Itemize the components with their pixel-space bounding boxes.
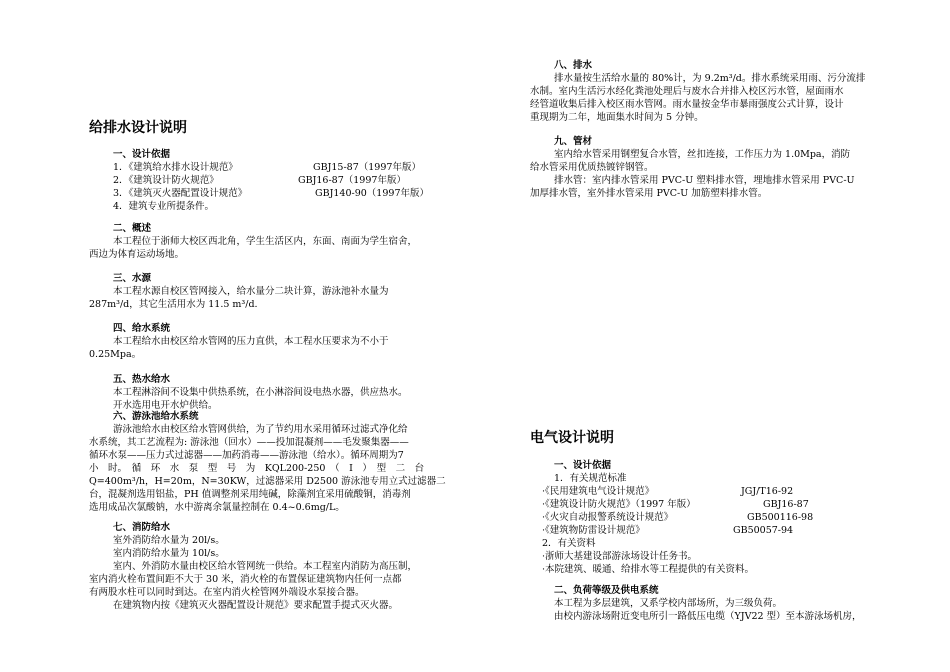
list-item: 2．《建筑设计防火规范》 GBJ16-87（1997年版） <box>113 175 406 186</box>
list-item: ·浙师大基建设部游泳场设计任务书。 <box>542 551 698 562</box>
section-heading: 六、游泳池给水系统 <box>113 411 199 422</box>
section-heading: 一、设计依据 <box>113 149 171 160</box>
paragraph-line: 经管道收集后排入校区雨水管网。雨水量按金华市暴雨强度公式计算，设计 <box>530 99 844 110</box>
list-item: 1．《建筑给水排水设计规范》 GBJ15-87（1997年版） <box>113 162 421 173</box>
section-pipe-materials <box>530 135 895 200</box>
list-item: ·《建筑设计防火规范》（1997 年版） GBJ16-87 <box>542 499 809 510</box>
paragraph-line: 选用成品次氯酸钠，水中游离余氯量控制在 0.4~0.6mg/L。 <box>89 502 345 513</box>
sub-heading: 1．有关规范标准 <box>554 473 627 484</box>
paragraph-line: 水系统，其工艺流程为: 游泳池（回水）——投加混凝剂——毛发聚集器—— <box>89 437 409 448</box>
sub-heading: 2．有关资料 <box>542 538 596 549</box>
section-fire-water <box>89 521 461 612</box>
paragraph-line: 西边为体育运动场地。 <box>89 249 185 260</box>
list-item: 3．《建筑灭火器配置设计规范》 GBJ140-90（1997年版） <box>113 188 429 199</box>
paragraph-line: 重现期为二年，地面集水时间为 5 分钟。 <box>530 112 704 123</box>
paragraph-line: 本工程为多层建筑，又系学校内部场所，为三级负荷。 <box>554 598 783 609</box>
section-electrical-basis <box>530 459 895 576</box>
list-item: ·《火灾自动报警系统设计规范》 GB500116-98 <box>542 512 814 523</box>
paragraph-line: 排水管：室内排水管采用 PVC-U 塑料排水管，埋地排水管采用 PVC-U <box>554 175 855 186</box>
paragraph-line: 本工程位于浙师大校区西北角，学生生活区内，东面、南面为学生宿舍， <box>113 236 418 247</box>
paragraph-line: 287m³/d，其它生活用水为 11.5 m³/d. <box>89 299 258 310</box>
paragraph-line: 室内给水管采用钢塑复合水管，丝扣连接，工作压力为 1.0Mpa，消防 <box>554 149 851 160</box>
paragraph-line: 水制。室内生活污水经化粪池处理后与废水合并排入校区污水管，屋面雨水 <box>530 86 844 97</box>
paragraph-line: 给水管采用优质热镀锌钢管。 <box>530 162 654 173</box>
section-heading: 二、负荷等级及供电系统 <box>554 585 659 596</box>
section-heading: 三、水源 <box>113 273 152 284</box>
section-water-supply <box>89 322 461 361</box>
electrical-design-title: 电气设计说明 <box>530 430 614 446</box>
paragraph-line: 在建筑物内按《建筑灭火器配置设计规范》要求配置手提式灭火器。 <box>113 600 399 611</box>
paragraph-line: 台，混凝剂选用铝盐，PH 值调整剂采用纯碱，除藻剂宜采用硫酸铜，消毒剂 <box>89 489 411 500</box>
section-heading: 九、管材 <box>554 136 593 147</box>
list-item: ·《建筑物防雷设计规范》 GB50057-94 <box>542 525 794 536</box>
paragraph-line: 循环水泵——压力式过滤器——加药消毒——游泳池（给水）。循环周期为7 <box>89 450 404 461</box>
paragraph-line: 游泳池给水由校区给水管网供给，为了节约用水采用循环过滤式净化给 <box>113 424 408 435</box>
section-water-source <box>89 272 461 311</box>
paragraph-line: 加厚排水管，室外排水管采用 PVC-U 加筋塑料排水管。 <box>530 188 768 199</box>
section-pool-water <box>89 410 461 514</box>
paragraph-line: 排水量按生活给水量的 80%计，为 9.2m³/d。排水系统采用雨、污分流排 <box>554 73 866 84</box>
section-hot-water <box>89 373 461 412</box>
paragraph-line: 室内、外消防水量由校区给水管网统一供给。本工程室内消防为高压制， <box>113 561 418 572</box>
paragraph-line: 本工程水源自校区管网接入，给水量分二块计算，游泳池补水量为 <box>113 286 389 297</box>
paragraph-line: 有两股水柱可以同时到达。在室内消火栓管网外端设水泵接合器。 <box>89 587 365 598</box>
section-heading: 一、设计依据 <box>554 460 612 471</box>
paragraph-line: 室内消防给水量为 10l/s。 <box>113 548 225 559</box>
section-heading: 四、给水系统 <box>113 323 171 334</box>
paragraph-line: 由校内游泳场附近变电所引一路低压电缆（YJV22 型）至本游泳场机房， <box>554 611 862 622</box>
section-drainage <box>530 59 895 124</box>
water-design-title: 给排水设计说明 <box>89 120 187 136</box>
paragraph-line: 本工程淋浴间不设集中供热系统，在小淋浴间设电热水器，供应热水。 <box>113 387 408 398</box>
paragraph-line: 室内消火栓布置间距不大于 30 米，消火栓的布置保证建筑物内任何一点都 <box>89 574 402 585</box>
paragraph-line: 0.25Mpa。 <box>89 349 142 360</box>
paragraph-line: Q=400m³/h，H=20m，N=30KW，过滤器采用 D2500 游泳池专用立式过滤器二 <box>89 476 446 487</box>
paragraph-line: 本工程给水由校区给水管网的压力直供，本工程水压要求为不小于 <box>113 336 389 347</box>
section-heading: 五、热水给水 <box>113 374 171 385</box>
section-overview <box>89 222 461 261</box>
paragraph-line: 开水选用电开水炉供给。 <box>113 400 218 411</box>
list-item: ·《民用建筑电气设计规范》 JGJ/T16-92 <box>542 486 794 497</box>
paragraph-line: 室外消防给水量为 20l/s。 <box>113 535 225 546</box>
section-heading: 八、排水 <box>554 60 593 71</box>
section-heading: 七、消防给水 <box>113 522 171 533</box>
list-item: 4．建筑专业所提条件。 <box>113 201 215 212</box>
section-load-supply <box>530 584 895 623</box>
list-item: ·本院建筑、暖通、给排水等工程提供的有关资料。 <box>542 564 755 575</box>
section-design-basis <box>89 148 461 213</box>
paragraph-line: 小 时。 循 环 水 泵 型 号 为 KQL200-250 （ Ⅰ ） 型 二 台 <box>89 463 425 474</box>
section-heading: 二、概述 <box>113 223 152 234</box>
